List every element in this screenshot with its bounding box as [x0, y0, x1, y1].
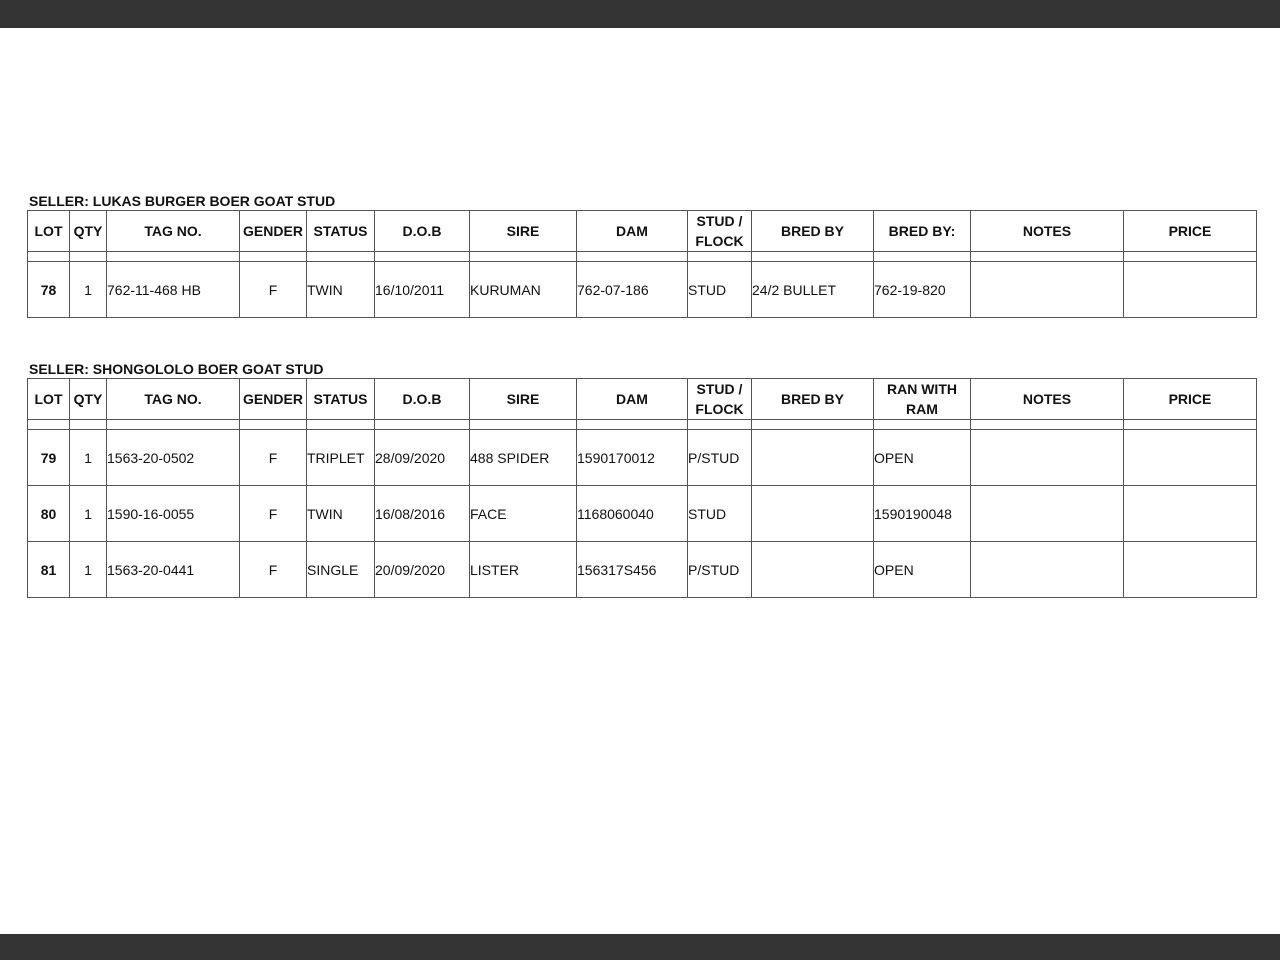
header-tag: TAG NO.: [107, 379, 240, 420]
cell-sire: FACE: [470, 486, 577, 542]
spacer-row: [28, 420, 1257, 430]
cell-lot: 80: [28, 486, 70, 542]
cell-status: TRIPLET: [307, 430, 375, 486]
cell-dam: 1590170012: [577, 430, 688, 486]
header-ran-with-ram: RAN WITH RAM: [874, 379, 971, 420]
header-row: [28, 211, 1257, 252]
header-bred-by-2: BRED BY:: [874, 211, 971, 252]
cell-status: TWIN: [307, 486, 375, 542]
cell-lot: 79: [28, 430, 70, 486]
bottom-frame-bar: [0, 934, 1280, 960]
cell-lot: 78: [28, 262, 70, 318]
header-price: PRICE: [1124, 379, 1257, 420]
cell-dam: 762-07-186: [577, 262, 688, 318]
header-tag: TAG NO.: [107, 211, 240, 252]
cell-tag: 762-11-468 HB: [107, 262, 240, 318]
cell-gender: F: [240, 486, 307, 542]
seller-section-1: [27, 192, 1256, 318]
cell-notes: [971, 430, 1124, 486]
header-bred-by: BRED BY: [752, 211, 874, 252]
cell-dob: 20/09/2020: [375, 542, 470, 598]
cell-tag: 1563-20-0441: [107, 542, 240, 598]
cell-sire: 488 SPIDER: [470, 430, 577, 486]
header-stud-flock: STUD / FLOCK: [688, 379, 752, 420]
cell-tag: 1590-16-0055: [107, 486, 240, 542]
cell-ran-with-ram: OPEN: [874, 430, 971, 486]
header-lot: LOT: [28, 211, 70, 252]
cell-stud-flock: STUD: [688, 486, 752, 542]
seller-title: SELLER: SHONGOLOLO BOER GOAT STUD: [29, 361, 324, 377]
header-dob: D.O.B: [375, 211, 470, 252]
cell-bred-by: [752, 486, 874, 542]
cell-dob: 16/08/2016: [375, 486, 470, 542]
cell-bred-by: [752, 542, 874, 598]
top-frame-bar: [0, 0, 1280, 28]
header-notes: NOTES: [971, 379, 1124, 420]
lot-table: [27, 378, 1257, 598]
cell-bred-by-2: 762-19-820: [874, 262, 971, 318]
header-lot: LOT: [28, 379, 70, 420]
cell-lot: 81: [28, 542, 70, 598]
header-dam: DAM: [577, 211, 688, 252]
cell-tag: 1563-20-0502: [107, 430, 240, 486]
header-stud-flock: STUD / FLOCK: [688, 211, 752, 252]
cell-gender: F: [240, 430, 307, 486]
header-bred-by: BRED BY: [752, 379, 874, 420]
header-notes: NOTES: [971, 211, 1124, 252]
cell-sire: LISTER: [470, 542, 577, 598]
cell-ran-with-ram: 1590190048: [874, 486, 971, 542]
table-row: [28, 486, 1257, 542]
cell-price: [1124, 542, 1257, 598]
cell-gender: F: [240, 542, 307, 598]
cell-ran-with-ram: OPEN: [874, 542, 971, 598]
cell-qty: 1: [70, 430, 107, 486]
cell-notes: [971, 486, 1124, 542]
header-sire: SIRE: [470, 211, 577, 252]
cell-qty: 1: [70, 486, 107, 542]
cell-status: TWIN: [307, 262, 375, 318]
cell-dob: 28/09/2020: [375, 430, 470, 486]
header-sire: SIRE: [470, 379, 577, 420]
cell-status: SINGLE: [307, 542, 375, 598]
cell-notes: [971, 262, 1124, 318]
header-qty: QTY: [70, 211, 107, 252]
cell-dam: 156317S456: [577, 542, 688, 598]
cell-bred-by: [752, 430, 874, 486]
spacer-row: [28, 252, 1257, 262]
cell-price: [1124, 262, 1257, 318]
cell-stud-flock: P/STUD: [688, 430, 752, 486]
cell-qty: 1: [70, 262, 107, 318]
header-qty: QTY: [70, 379, 107, 420]
cell-stud-flock: STUD: [688, 262, 752, 318]
header-status: STATUS: [307, 379, 375, 420]
cell-gender: F: [240, 262, 307, 318]
seller-section-2: [27, 360, 1256, 598]
cell-dam: 1168060040: [577, 486, 688, 542]
cell-qty: 1: [70, 542, 107, 598]
table-row: [28, 430, 1257, 486]
cell-price: [1124, 486, 1257, 542]
header-dob: D.O.B: [375, 379, 470, 420]
header-dam: DAM: [577, 379, 688, 420]
seller-title: SELLER: LUKAS BURGER BOER GOAT STUD: [29, 193, 336, 209]
cell-dob: 16/10/2011: [375, 262, 470, 318]
cell-bred-by: 24/2 BULLET: [752, 262, 874, 318]
cell-stud-flock: P/STUD: [688, 542, 752, 598]
cell-price: [1124, 430, 1257, 486]
table-row: [28, 262, 1257, 318]
cell-notes: [971, 542, 1124, 598]
lot-table: [27, 210, 1257, 318]
cell-sire: KURUMAN: [470, 262, 577, 318]
header-gender: GENDER: [240, 211, 307, 252]
table-row: [28, 542, 1257, 598]
header-status: STATUS: [307, 211, 375, 252]
header-price: PRICE: [1124, 211, 1257, 252]
header-row: [28, 379, 1257, 420]
header-gender: GENDER: [240, 379, 307, 420]
